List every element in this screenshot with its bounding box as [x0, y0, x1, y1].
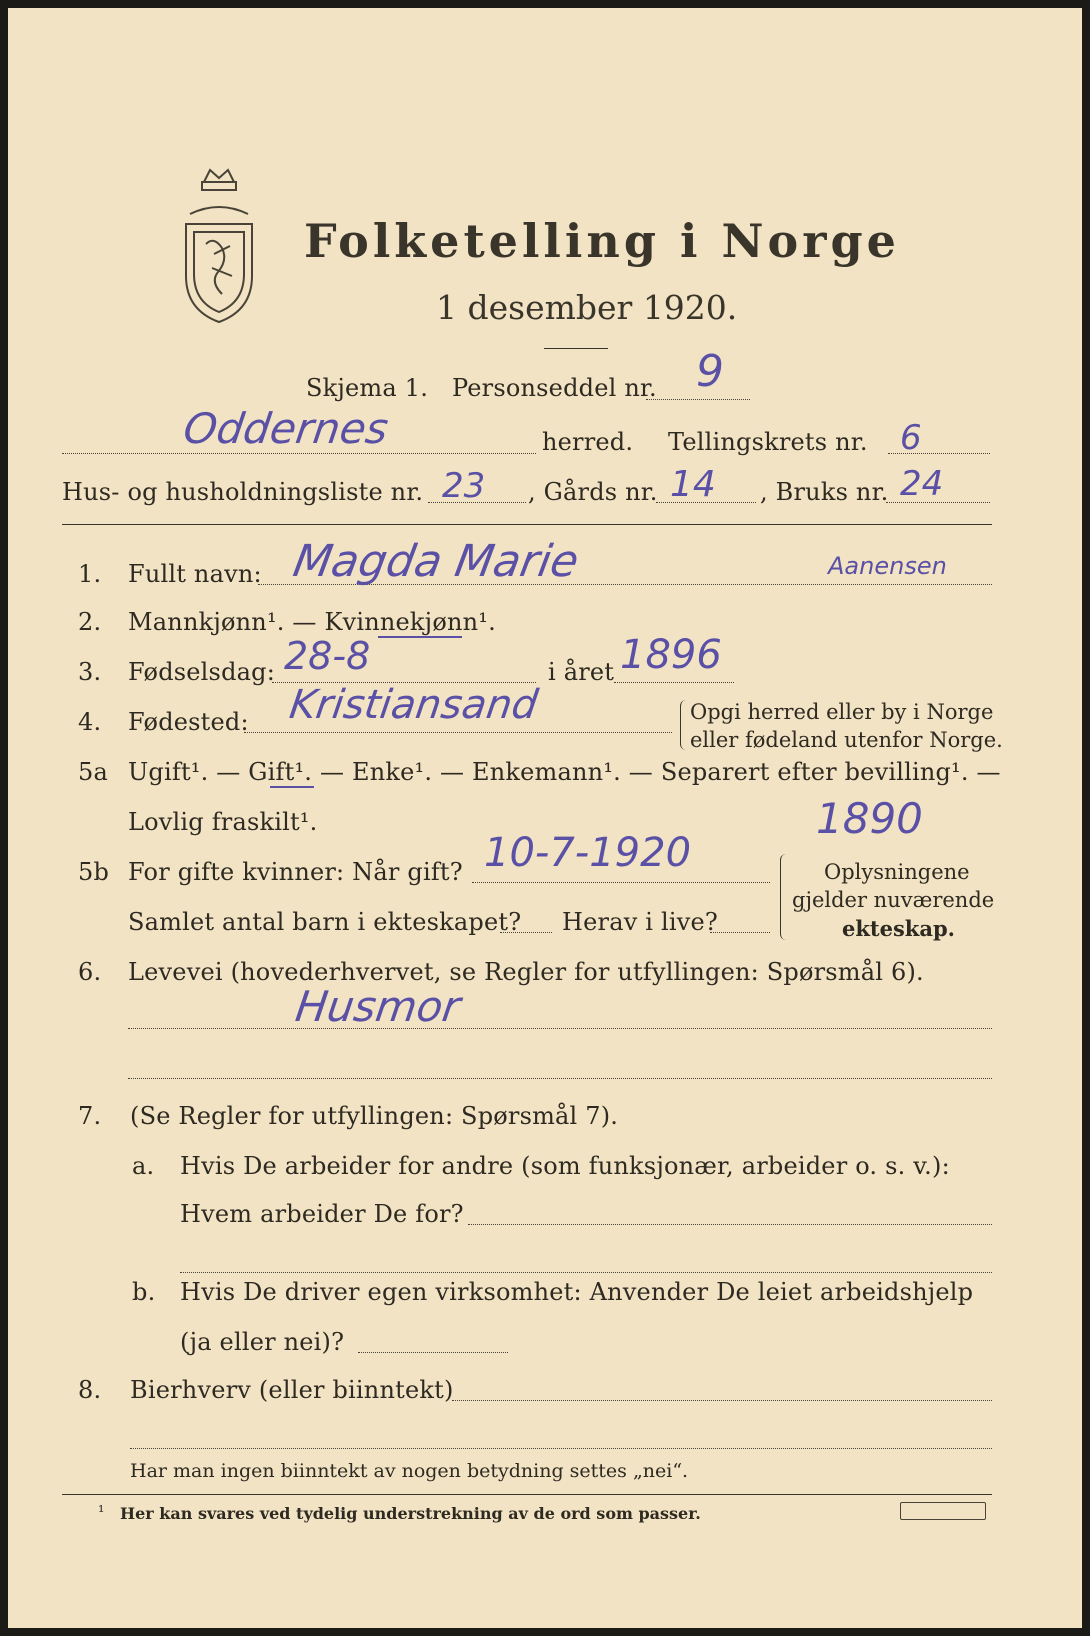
- census-date: 1 desember 1920.: [436, 288, 738, 327]
- hus-value: 23: [442, 466, 486, 506]
- header-rule: [62, 524, 992, 525]
- q1-value: Magda Marie: [289, 536, 583, 587]
- hus-label: Hus- og husholdningsliste nr.: [62, 478, 424, 506]
- q6-line1: [128, 1028, 992, 1029]
- q5b-note-line2: gjelder nuværende: [792, 888, 995, 912]
- q2-underline-kvinnekjonn: [378, 636, 462, 638]
- q5b-note-line3: ekteskap.: [842, 916, 955, 941]
- q3-year-value: 1896: [620, 632, 722, 678]
- title-divider: [544, 348, 608, 349]
- q7a-label: Hvis De arbeider for andre (som funksjonær, arbeider o. s. v.):: [180, 1152, 950, 1180]
- census-form-sheet: [8, 8, 1082, 1628]
- q6-label: Levevei (hovederhvervet, se Regler for utfyllingen: Spørsmål 6).: [128, 958, 924, 986]
- q4-note-line1: Opgi herred eller by i Norge: [690, 700, 994, 724]
- q7-number: 7.: [78, 1102, 102, 1130]
- q5b-note-line1: Oplysningene: [824, 860, 970, 884]
- personseddel-line: [646, 399, 750, 400]
- norway-coat-of-arms-icon: [176, 164, 262, 330]
- q7a-line2: [180, 1272, 992, 1273]
- q5b-brace: [780, 854, 787, 940]
- form-title: Folketelling i Norge: [304, 214, 900, 268]
- q5a-annotation: 1890: [816, 794, 923, 843]
- q5b-alive-label: Herav i live?: [562, 908, 718, 936]
- q4-brace: [680, 700, 687, 750]
- q7-label: (Se Regler for utfyllingen: Spørsmål 7).: [130, 1102, 619, 1130]
- q4-line: [244, 732, 672, 733]
- q5a-label-fraskilt: Lovlig fraskilt¹.: [128, 808, 318, 836]
- q6-number: 6.: [78, 958, 102, 986]
- q3-label: Fødselsdag:: [128, 658, 275, 686]
- q1-number: 1.: [78, 560, 102, 588]
- q6-line2: [128, 1078, 992, 1079]
- q8-note: Har man ingen biinntekt av nogen betydning settes „nei“.: [130, 1460, 689, 1482]
- q5b-line: [472, 882, 770, 883]
- q5b-value: 10-7-1920: [484, 830, 692, 876]
- footnote-text: Her kan svares ved tydelig understrekning av de ord som passer.: [120, 1504, 701, 1523]
- q8-number: 8.: [78, 1376, 102, 1404]
- q7b-letter: b.: [132, 1278, 156, 1306]
- herred-value: Oddernes: [180, 404, 392, 453]
- skjema-label: Skjema 1.: [306, 374, 429, 402]
- q5a-number: 5a: [78, 758, 108, 786]
- q4-label: Fødested:: [128, 708, 249, 736]
- q5b-alive-line: [710, 932, 770, 933]
- q5b-number: 5b: [78, 858, 110, 886]
- herred-line: [62, 453, 536, 454]
- q7b-line: [358, 1352, 508, 1353]
- footnote-mark: ¹: [98, 1502, 105, 1521]
- q7a-letter: a.: [132, 1152, 155, 1180]
- q4-number: 4.: [78, 708, 102, 736]
- tellingskrets-label: Tellingskrets nr.: [668, 428, 868, 456]
- q4-value: Kristiansand: [286, 682, 541, 728]
- personseddel-label: Personseddel nr.: [452, 374, 657, 402]
- gards-label: , Gårds nr.: [528, 478, 658, 506]
- q1-label: Fullt navn:: [128, 560, 262, 588]
- q7a-line1: [468, 1224, 992, 1225]
- q5a-underline-gift: [270, 786, 314, 788]
- q8-line2: [130, 1448, 992, 1449]
- q8-line1: [452, 1400, 992, 1401]
- gards-value: 14: [670, 464, 716, 505]
- q5b-children-line: [500, 932, 552, 933]
- personseddel-value: 9: [696, 346, 724, 397]
- q4-note-line2: eller fødeland utenfor Norge.: [690, 728, 1003, 752]
- q6-value: Husmor: [292, 982, 464, 1031]
- herred-label: herred.: [542, 428, 634, 456]
- q7b-label-janei: (ja eller nei)?: [180, 1328, 345, 1356]
- q8-label: Bierhverv (eller biinntekt): [130, 1376, 454, 1404]
- q7b-label: Hvis De driver egen virksomhet: Anvender De leiet arbeidshjelp: [180, 1278, 974, 1306]
- q5b-children-label: Samlet antal barn i ekteskapet?: [128, 908, 522, 936]
- bruks-label: , Bruks nr.: [760, 478, 889, 506]
- q5a-label: Ugift¹. — Gift¹. — Enke¹. — Enkemann¹. — Separert efter bevilling¹. —: [128, 758, 1001, 786]
- q1-value-surname: Aanensen: [828, 552, 947, 580]
- q3-number: 3.: [78, 658, 102, 686]
- bruks-value: 24: [900, 464, 944, 504]
- tellingskrets-value: 6: [900, 418, 922, 458]
- printer-stamp-icon: [900, 1502, 986, 1520]
- q7a-label-who: Hvem arbeider De for?: [180, 1200, 464, 1228]
- q2-number: 2.: [78, 608, 102, 636]
- q3-year-line: [614, 682, 734, 683]
- q2-label: Mannkjønn¹. — Kvinnekjønn¹.: [128, 608, 496, 636]
- q3-year-label: i året: [548, 658, 615, 686]
- q3-value: 28-8: [284, 634, 371, 678]
- q5b-label: For gifte kvinner: Når gift?: [128, 858, 463, 886]
- footnote-rule: [62, 1494, 992, 1495]
